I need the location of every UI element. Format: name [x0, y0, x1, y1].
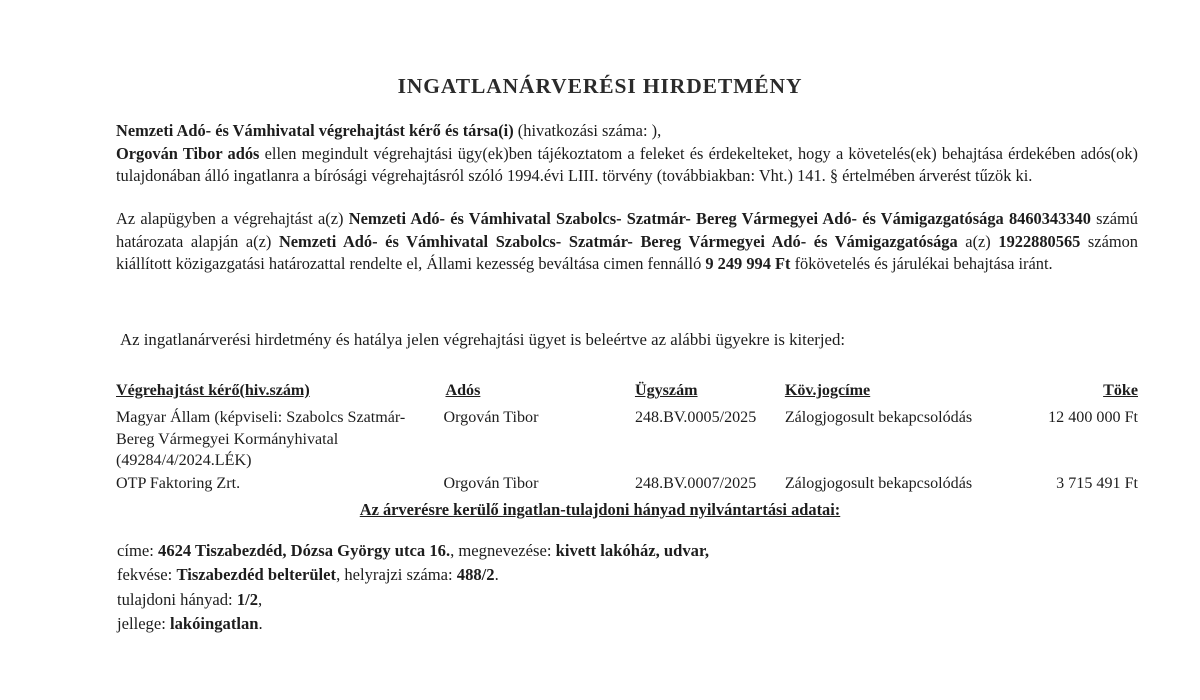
- decision-number: 8460343340: [1008, 209, 1091, 228]
- column-header-principal: Töke: [1103, 382, 1138, 399]
- share-tail: ,: [258, 589, 263, 609]
- property-type-line: [117, 612, 1117, 636]
- location-value: Tiszabezdéd belterület: [176, 565, 337, 585]
- authority-name-secondary: Nemzeti Adó- és Vámhivatal Szabolcs- Szatmár- Bereg Vármegyei Adó- és Vámigazgatósága: [278, 231, 958, 251]
- designation-value: kivett lakóház, udvar,: [555, 541, 709, 560]
- type-tail: .: [258, 613, 263, 633]
- administrative-decision-number: 1922880565: [998, 231, 1081, 251]
- creditor-name: Nemzeti Adó- és Vámhivatal végrehajtást kérő és társa(i): [116, 121, 514, 140]
- column-header-case-number: Ügyszám: [634, 382, 698, 399]
- cell-case-number: 248.BV.0007/2025: [634, 474, 757, 492]
- creditor-line-1: Magyar Állam (képviseli: Szabolcs Szatmár-: [116, 409, 406, 426]
- property-share-line: [117, 588, 1117, 612]
- base-case-mid-1: számú határozata alapján a(z): [116, 209, 1139, 251]
- type-label: jellege:: [117, 613, 170, 633]
- creditor-line-2: Bereg Vármegyei Kormányhivatal: [116, 430, 339, 448]
- location-label: fekvése:: [117, 565, 177, 585]
- authority-name-primary: Nemzeti Adó- és Vámhivatal Szabolcs- Szatmár- Bereg Vármegyei Adó- és Vámigazgatósága: [348, 209, 1004, 228]
- parcel-value: 488/2: [456, 565, 495, 585]
- address-value: 4624 Tiszabezdéd, Dózsa György utca 16.: [158, 541, 451, 560]
- property-details: [117, 539, 1117, 636]
- page-title: INGATLANÁRVERÉSI HIRDETMÉNY: [397, 74, 803, 98]
- share-value: 1/2: [236, 589, 259, 609]
- type-value: lakóingatlan: [169, 613, 259, 633]
- scope-note: Az ingatlanárverési hirdetmény és hatálya jelen végrehajtási ügyet is beleértve az alábbi ügyekre is kiterjed:: [120, 330, 846, 349]
- property-location-line: [117, 563, 1117, 587]
- intro-paragraph: [116, 120, 1138, 188]
- claims-table: [116, 381, 1138, 494]
- column-header-creditor: Végrehajtást kérő(hiv.szám): [116, 382, 310, 399]
- creditor-lines: [116, 407, 443, 472]
- base-case-paragraph: [116, 208, 1138, 276]
- table-row: [116, 406, 1138, 472]
- claims-table-body: [116, 406, 1138, 494]
- cell-legal-title: Zálogjogosult bekapcsolódás: [784, 474, 973, 492]
- address-label: címe:: [117, 541, 159, 560]
- cell-creditor: [116, 406, 443, 472]
- property-address-line: [117, 539, 1117, 563]
- parcel-tail: .: [494, 565, 499, 585]
- cell-principal: 12 400 000 Ft: [1048, 409, 1138, 426]
- debtor-name: Orgován Tibor adós: [116, 143, 260, 163]
- creditor-reference: (hivatkozási száma: ),: [513, 121, 662, 140]
- table-header-row: [116, 381, 1138, 406]
- cell-legal-title: Zálogjogosult bekapcsolódás: [784, 409, 973, 426]
- claims-table-head: [116, 381, 1138, 406]
- claim-amount: 9 249 994 Ft: [705, 254, 791, 274]
- base-case-tail: fökövetelés és járulékai behajtása iránt.: [790, 254, 1053, 274]
- share-label: tulajdoni hányad:: [117, 589, 237, 609]
- parcel-label: , helyrajzi száma:: [336, 565, 457, 585]
- base-case-lead: Az alapügyben a végrehajtást a(z): [116, 209, 349, 228]
- base-case-mid-2: a(z): [957, 231, 999, 251]
- intro-body-text: ellen megindult végrehajtási ügy(ek)ben tájékoztatom a feleket és érdekelteket, hogy a követelés(ek) behajtása érdekében adós(ok) tulajdonában álló ingatlanra a bírósági végrehajtásról szóló 1994.évi LIII. törvény (továbbiakban: Vht.) 141. § értelmében árverést tűzök ki.: [116, 143, 1138, 186]
- cell-debtor: Orgován Tibor: [443, 409, 539, 426]
- column-header-debtor: Adós: [445, 382, 481, 399]
- cell-case-number: 248.BV.0005/2025: [634, 409, 757, 426]
- creditor-line-3: (49284/4/2024.LÉK): [116, 452, 252, 469]
- designation-label: , megnevezése:: [450, 541, 556, 560]
- table-row: [116, 472, 1138, 495]
- cell-creditor: OTP Faktoring Zrt.: [116, 474, 241, 492]
- cell-debtor: Orgován Tibor: [443, 474, 539, 492]
- column-header-legal-title: Köv.jogcíme: [784, 382, 871, 399]
- cell-principal: 3 715 491 Ft: [1056, 474, 1138, 492]
- property-section-subtitle: Az árverésre kerülő ingatlan-tulajdoni hányad nyilvántartási adatai:: [359, 500, 841, 519]
- base-case-mid-3: számon kiállított közigazgatási határozattal rendelte el, Állami kezesség beváltása cimen fennálló: [116, 231, 1138, 274]
